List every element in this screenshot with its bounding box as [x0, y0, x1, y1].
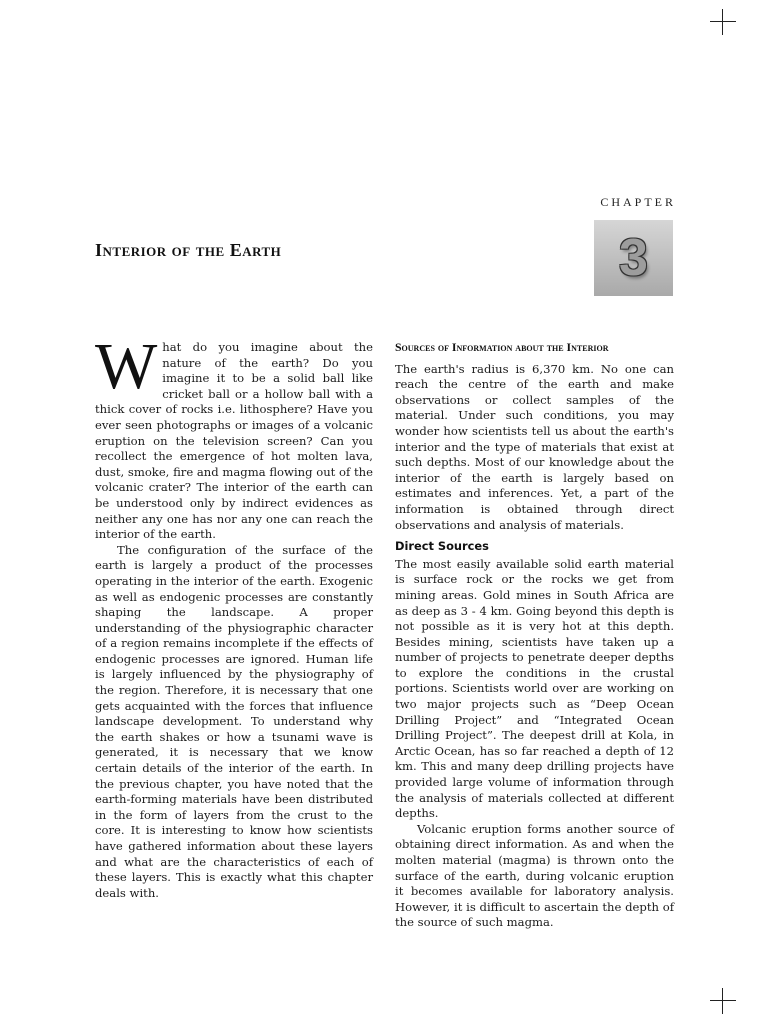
right-column: [395, 340, 674, 931]
volcanic-eruption-paragraph: Volcanic eruption forms another source of obtaining direct information. As and when the molten material (magma) is thrown onto the surface of the earth, during volcanic eruption it becomes available for laboratory analysis. However, it is difficult to ascertain the depth of the source of such magma.: [395, 821, 674, 930]
section-heading: Sources of Information about the Interior: [395, 340, 609, 354]
intro-paragraph: [95, 330, 373, 543]
chapter-title: Interior of the Earth: [95, 240, 282, 260]
crop-mark-bottom: [710, 988, 736, 1014]
crop-mark-top: [710, 9, 736, 35]
direct-sources-heading: Direct Sources: [395, 539, 489, 554]
chapter-number-box: [594, 220, 673, 296]
chapter-number: 3: [619, 229, 648, 287]
configuration-paragraph: The configuration of the surface of the earth is largely a product of the processes operating in the interior of the earth. Exogenic as well as endogenic processes are constantly shaping the landscape. A proper understanding of the physiographic character of a region remains incomplete if the effects of endogenic processes are ignored. Human life is largely influenced by the physiography of the region. Therefore, it is necessary that one gets acquainted with the forces that influence landscape development. To understand why the earth shakes or how a tsunami wave is generated, it is necessary that we know certain details of the interior of the earth. In the previous chapter, you have noted that the earth-forming materials have been distributed in the form of layers from the crust to the core. It is interesting to know how scientists have gathered information about these layers and what are the characteristics of each of these layers. This is exactly what this chapter deals with.: [95, 542, 373, 900]
earth-radius-paragraph: The earth's radius is 6,370 km. No one can reach the centre of the earth and make observations or collect samples of the material. Under such conditions, you may wonder how scientists tell us about the earth's interior and the type of materials that exist at such depths. Most of our knowledge about the interior of the earth is largely based on estimates and inferences. Yet, a part of the information is obtained through direct observations and analysis of materials.: [395, 361, 674, 532]
direct-sources-paragraph: The most easily available solid earth material is surface rock or the rocks we get from mining areas. Gold mines in South Africa are as deep as 3 - 4 km. Going beyond this depth is not possible as it is very hot at this depth. Besides mining, scientists have taken up a number of projects to penetrate deeper depths to explore the conditions in the crustal portions. Scientists world over are working on two major projects such as “Deep Ocean Drilling Project” and “Integrated Ocean Drilling Project”. The deepest drill at Kola, in Arctic Ocean, has so far reached a depth of 12 km. This and many deep drilling projects have provided large volume of information through the analysis of materials collected at different depths.: [395, 556, 674, 821]
intro-paragraph-text: hat do you imagine about the nature of the earth? Do you imagine it to be a solid ball like cricket ball or a hollow ball with a thick cover of rocks i.e. lithosphere? Have you ever seen photographs or images of a volcanic eruption on the television screen? Can you recollect the emergence of hot molten lava, dust, smoke, fire and magma flowing out of the volcanic crater? The interior of the earth can be understood only by indirect evidences as neither any one has nor any one can reach the interior of the earth.: [95, 340, 373, 542]
left-column: [95, 330, 373, 901]
chapter-label: CHAPTER: [600, 195, 676, 209]
drop-cap: W: [95, 330, 158, 403]
